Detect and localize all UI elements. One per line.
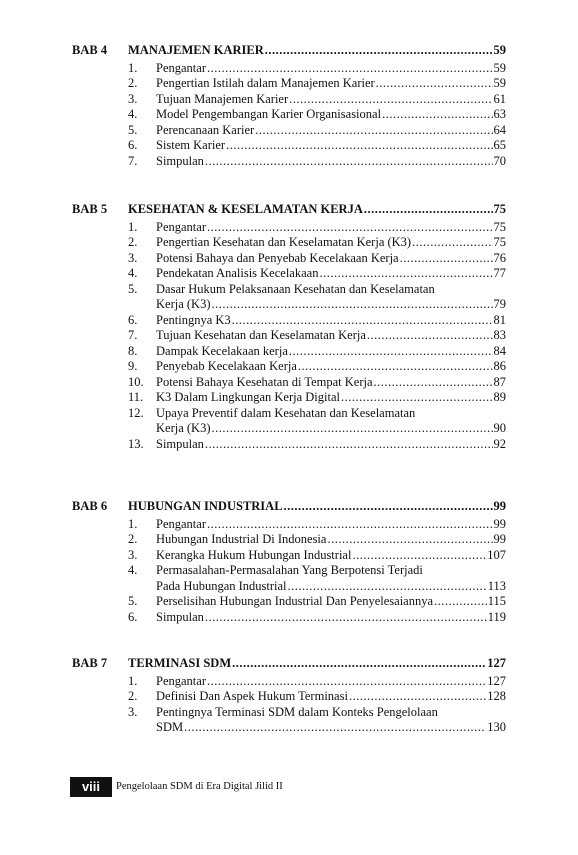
toc-page-number: 81: [493, 312, 506, 327]
dot-leader: [205, 609, 487, 625]
toc-entry-title: Hubungan Industrial Di Indonesia: [156, 532, 327, 547]
toc-page-number: 63: [493, 107, 506, 122]
toc-entry-title: Simpulan: [156, 153, 204, 168]
toc-entry[interactable]: [156, 327, 506, 343]
dot-leader: [232, 655, 486, 671]
dot-leader: [376, 75, 493, 91]
toc-page-number: 115: [487, 594, 506, 609]
toc-entry-title: Perselisihan Hubungan Industrial Dan Penyelesaiannya: [156, 594, 434, 609]
toc-entry-title: Potensi Bahaya dan Penyebab Kecelakaan Kerja: [156, 250, 399, 265]
toc-entry[interactable]: [156, 312, 506, 328]
dot-leader: [327, 531, 492, 547]
toc-entry[interactable]: [156, 122, 506, 138]
dot-leader: [412, 234, 492, 250]
toc-entry[interactable]: [156, 234, 506, 250]
toc-item-number: 7.: [128, 328, 138, 343]
toc-entry-title: Pengertian Istilah dalam Manajemen Karier: [156, 76, 375, 91]
toc-entry-title: Pengertian Kesehatan dan Keselamatan Kerja (K3): [156, 235, 412, 250]
toc-page-number: 75: [493, 219, 506, 234]
toc-entry[interactable]: [156, 374, 506, 390]
toc-entry[interactable]: [156, 91, 506, 107]
toc-item-number: 7.: [128, 153, 138, 168]
toc-item-number: 6.: [128, 312, 138, 327]
dot-leader: [212, 420, 493, 436]
toc-entry-title: Dasar Hukum Pelaksanaan Kesehatan dan Keselamatan: [156, 281, 435, 296]
toc-entry[interactable]: [156, 593, 506, 609]
dot-leader: [352, 547, 486, 563]
toc-entry[interactable]: [156, 719, 506, 735]
dot-leader: [289, 343, 493, 359]
toc-item-number: 1.: [128, 516, 138, 531]
chapter-page-number: 59: [493, 43, 506, 57]
toc-page-number: 65: [493, 138, 506, 153]
toc-entry-title: Dampak Kecelakaan kerja: [156, 343, 288, 358]
dot-leader: [207, 219, 493, 235]
chapter-title-entry[interactable]: [128, 498, 506, 514]
toc-entry-title: Pengantar: [156, 219, 206, 234]
toc-item-number: 6.: [128, 609, 138, 624]
chapter-label: BAB 4: [72, 43, 108, 57]
toc-entry[interactable]: [156, 343, 506, 359]
toc-entry[interactable]: [156, 562, 506, 578]
toc-entry-title: Pentingnya K3: [156, 312, 231, 327]
toc-item-number: 8.: [128, 343, 138, 358]
toc-entry[interactable]: [156, 547, 506, 563]
toc-item-number: 6.: [128, 138, 138, 153]
dot-leader: [226, 137, 492, 153]
toc-entry[interactable]: [156, 265, 506, 281]
toc-page-number: 87: [493, 374, 506, 389]
toc-entry-title: Pengantar: [156, 60, 206, 75]
toc-entry[interactable]: [156, 516, 506, 532]
chapter-title-entry[interactable]: [128, 655, 506, 671]
toc-page-number: 59: [493, 76, 506, 91]
toc-entry[interactable]: [156, 250, 506, 266]
toc-entry[interactable]: [156, 531, 506, 547]
toc-page-number: 99: [493, 532, 506, 547]
dot-leader: [319, 265, 492, 281]
toc-entry[interactable]: [156, 578, 506, 594]
toc-item-number: 1.: [128, 60, 138, 75]
toc-entry-title: Pengantar: [156, 673, 206, 688]
dot-leader: [367, 327, 493, 343]
toc-item-number: 10.: [128, 374, 144, 389]
dot-leader: [349, 688, 486, 704]
toc-entry-title: Pentingnya Terminasi SDM dalam Konteks Pengelolaan: [156, 704, 438, 719]
toc-page-number: 127: [487, 673, 506, 688]
toc-entry-title: Kerja (K3): [156, 421, 211, 436]
toc-page-number: 84: [493, 343, 506, 358]
toc-entry-title: Kerja (K3): [156, 297, 211, 312]
toc-entry-title: K3 Dalam Lingkungan Kerja Digital: [156, 390, 340, 405]
toc-entry[interactable]: [156, 219, 506, 235]
dot-leader: [265, 42, 493, 58]
chapter-title-entry[interactable]: [128, 201, 506, 217]
dot-leader: [205, 153, 493, 169]
page-number-badge: viii: [70, 777, 112, 797]
toc-entry-title: Permasalahan-Permasalahan Yang Berpotensi Terjadi: [156, 563, 423, 578]
toc-item-number: 3.: [128, 704, 138, 719]
toc-entry-title: Penyebab Kecelakaan Kerja: [156, 359, 297, 374]
chapter-page-number: 127: [487, 656, 506, 670]
toc-item-number: 3.: [128, 250, 138, 265]
dot-leader: [374, 374, 493, 390]
toc-page-number: 130: [487, 720, 506, 735]
toc-page-number: 59: [493, 60, 506, 75]
toc-entry[interactable]: [156, 106, 506, 122]
dot-leader: [207, 673, 486, 689]
toc-item-number: 2.: [128, 235, 138, 250]
toc-item-number: 3.: [128, 91, 138, 106]
toc-item-number: 2.: [128, 532, 138, 547]
toc-item-number: 3.: [128, 547, 138, 562]
toc-item-number: 9.: [128, 359, 138, 374]
chapter-label: BAB 6: [72, 499, 108, 513]
toc-page-number: 76: [493, 250, 506, 265]
running-footer-title: Pengelolaan SDM di Era Digital Jilid II: [116, 781, 283, 792]
toc-entry[interactable]: [156, 75, 506, 91]
toc-item-number: 5.: [128, 281, 138, 296]
toc-entry[interactable]: [156, 420, 506, 436]
toc-page-number: 70: [493, 153, 506, 168]
dot-leader: [207, 516, 493, 532]
toc-entry-title: Pada Hubungan Industrial: [156, 578, 287, 593]
dot-leader: [298, 358, 493, 374]
chapter-title: KESEHATAN & KESELAMATAN KERJA: [128, 202, 363, 216]
toc-page-number: 86: [493, 359, 506, 374]
dot-leader: [364, 201, 493, 217]
toc-entry[interactable]: [156, 358, 506, 374]
toc-entry-title: Tujuan Manajemen Karier: [156, 91, 289, 106]
toc-page-number: 79: [493, 297, 506, 312]
dot-leader: [289, 91, 492, 107]
toc-entry[interactable]: [156, 296, 506, 312]
toc-page-number: 89: [493, 390, 506, 405]
toc-page-number: 107: [487, 547, 506, 562]
chapter-heading: [0, 498, 578, 514]
dot-leader: [212, 296, 493, 312]
toc-entry[interactable]: [156, 405, 506, 421]
dot-leader: [400, 250, 493, 266]
toc-entry[interactable]: [156, 137, 506, 153]
dot-leader: [284, 498, 493, 514]
toc-entry[interactable]: [156, 389, 506, 405]
toc-item-number: 4.: [128, 563, 138, 578]
chapter-label: BAB 7: [72, 656, 108, 670]
toc-entry-title: Perencanaan Karier: [156, 122, 255, 137]
dot-leader: [434, 593, 487, 609]
toc-entry-title: SDM: [156, 720, 184, 735]
chapter-heading: [0, 655, 578, 671]
toc-page-number: 128: [487, 689, 506, 704]
toc-item-number: 12.: [128, 405, 144, 420]
dot-leader: [205, 436, 493, 452]
toc-entry-title: Upaya Preventif dalam Kesehatan dan Keselamatan: [156, 405, 416, 420]
toc-entry-title: Pendekatan Analisis Kecelakaan: [156, 266, 319, 281]
dot-leader: [255, 122, 492, 138]
chapter-page-number: 75: [493, 202, 506, 216]
toc-entry[interactable]: [156, 704, 506, 720]
chapter-heading: [0, 201, 578, 217]
toc-entry-title: Kerangka Hukum Hubungan Industrial: [156, 547, 352, 562]
toc-page-number: 92: [493, 436, 506, 451]
toc-entry[interactable]: [156, 436, 506, 452]
toc-page-number: 83: [493, 328, 506, 343]
toc-page-number: 64: [493, 122, 506, 137]
toc-item-number: 2.: [128, 76, 138, 91]
toc-entry[interactable]: [156, 60, 506, 76]
toc-item-number: 13.: [128, 436, 144, 451]
toc-entry[interactable]: [156, 153, 506, 169]
toc-page-number: 99: [493, 516, 506, 531]
chapter-title-entry[interactable]: [128, 42, 506, 58]
toc-entry-title: Definisi Dan Aspek Hukum Terminasi: [156, 689, 348, 704]
dot-leader: [184, 719, 486, 735]
toc-page-number: 119: [487, 609, 506, 624]
toc-entry-title: Potensi Bahaya Kesehatan di Tempat Kerja: [156, 374, 373, 389]
toc-entry[interactable]: [156, 609, 506, 625]
chapter-title: TERMINASI SDM: [128, 656, 232, 670]
toc-item-number: 2.: [128, 689, 138, 704]
toc-entry[interactable]: [156, 281, 506, 297]
toc-page-number: 75: [493, 235, 506, 250]
chapter-label: BAB 5: [72, 202, 108, 216]
dot-leader: [232, 312, 493, 328]
dot-leader: [207, 60, 493, 76]
toc-item-number: 1.: [128, 219, 138, 234]
toc-item-number: 5.: [128, 594, 138, 609]
chapter-heading: [0, 42, 578, 58]
toc-entry[interactable]: [156, 673, 506, 689]
page-footer: [70, 777, 510, 797]
toc-entry-title: Simpulan: [156, 436, 204, 451]
toc-item-number: 11.: [128, 390, 144, 405]
toc-entry-title: Tujuan Kesehatan dan Keselamatan Kerja: [156, 328, 366, 343]
toc-page-number: 61: [493, 91, 506, 106]
chapter-title: MANAJEMEN KARIER: [128, 43, 264, 57]
toc-entry-title: Simpulan: [156, 609, 204, 624]
chapter-title: HUBUNGAN INDUSTRIAL: [128, 499, 283, 513]
toc-item-number: 1.: [128, 673, 138, 688]
dot-leader: [288, 578, 487, 594]
toc-entry-title: Model Pengembangan Karier Organisasional: [156, 107, 382, 122]
dot-leader: [341, 389, 493, 405]
chapter-page-number: 99: [493, 499, 506, 513]
toc-entry-title: Sistem Karier: [156, 138, 226, 153]
toc-entry[interactable]: [156, 688, 506, 704]
toc-entry-title: Pengantar: [156, 516, 206, 531]
toc-page-number: 113: [487, 578, 506, 593]
dot-leader: [382, 106, 492, 122]
toc-item-number: 4.: [128, 266, 138, 281]
toc-page-number: 77: [493, 266, 506, 281]
toc-page-number: 90: [493, 421, 506, 436]
toc-item-number: 4.: [128, 107, 138, 122]
toc-item-number: 5.: [128, 122, 138, 137]
